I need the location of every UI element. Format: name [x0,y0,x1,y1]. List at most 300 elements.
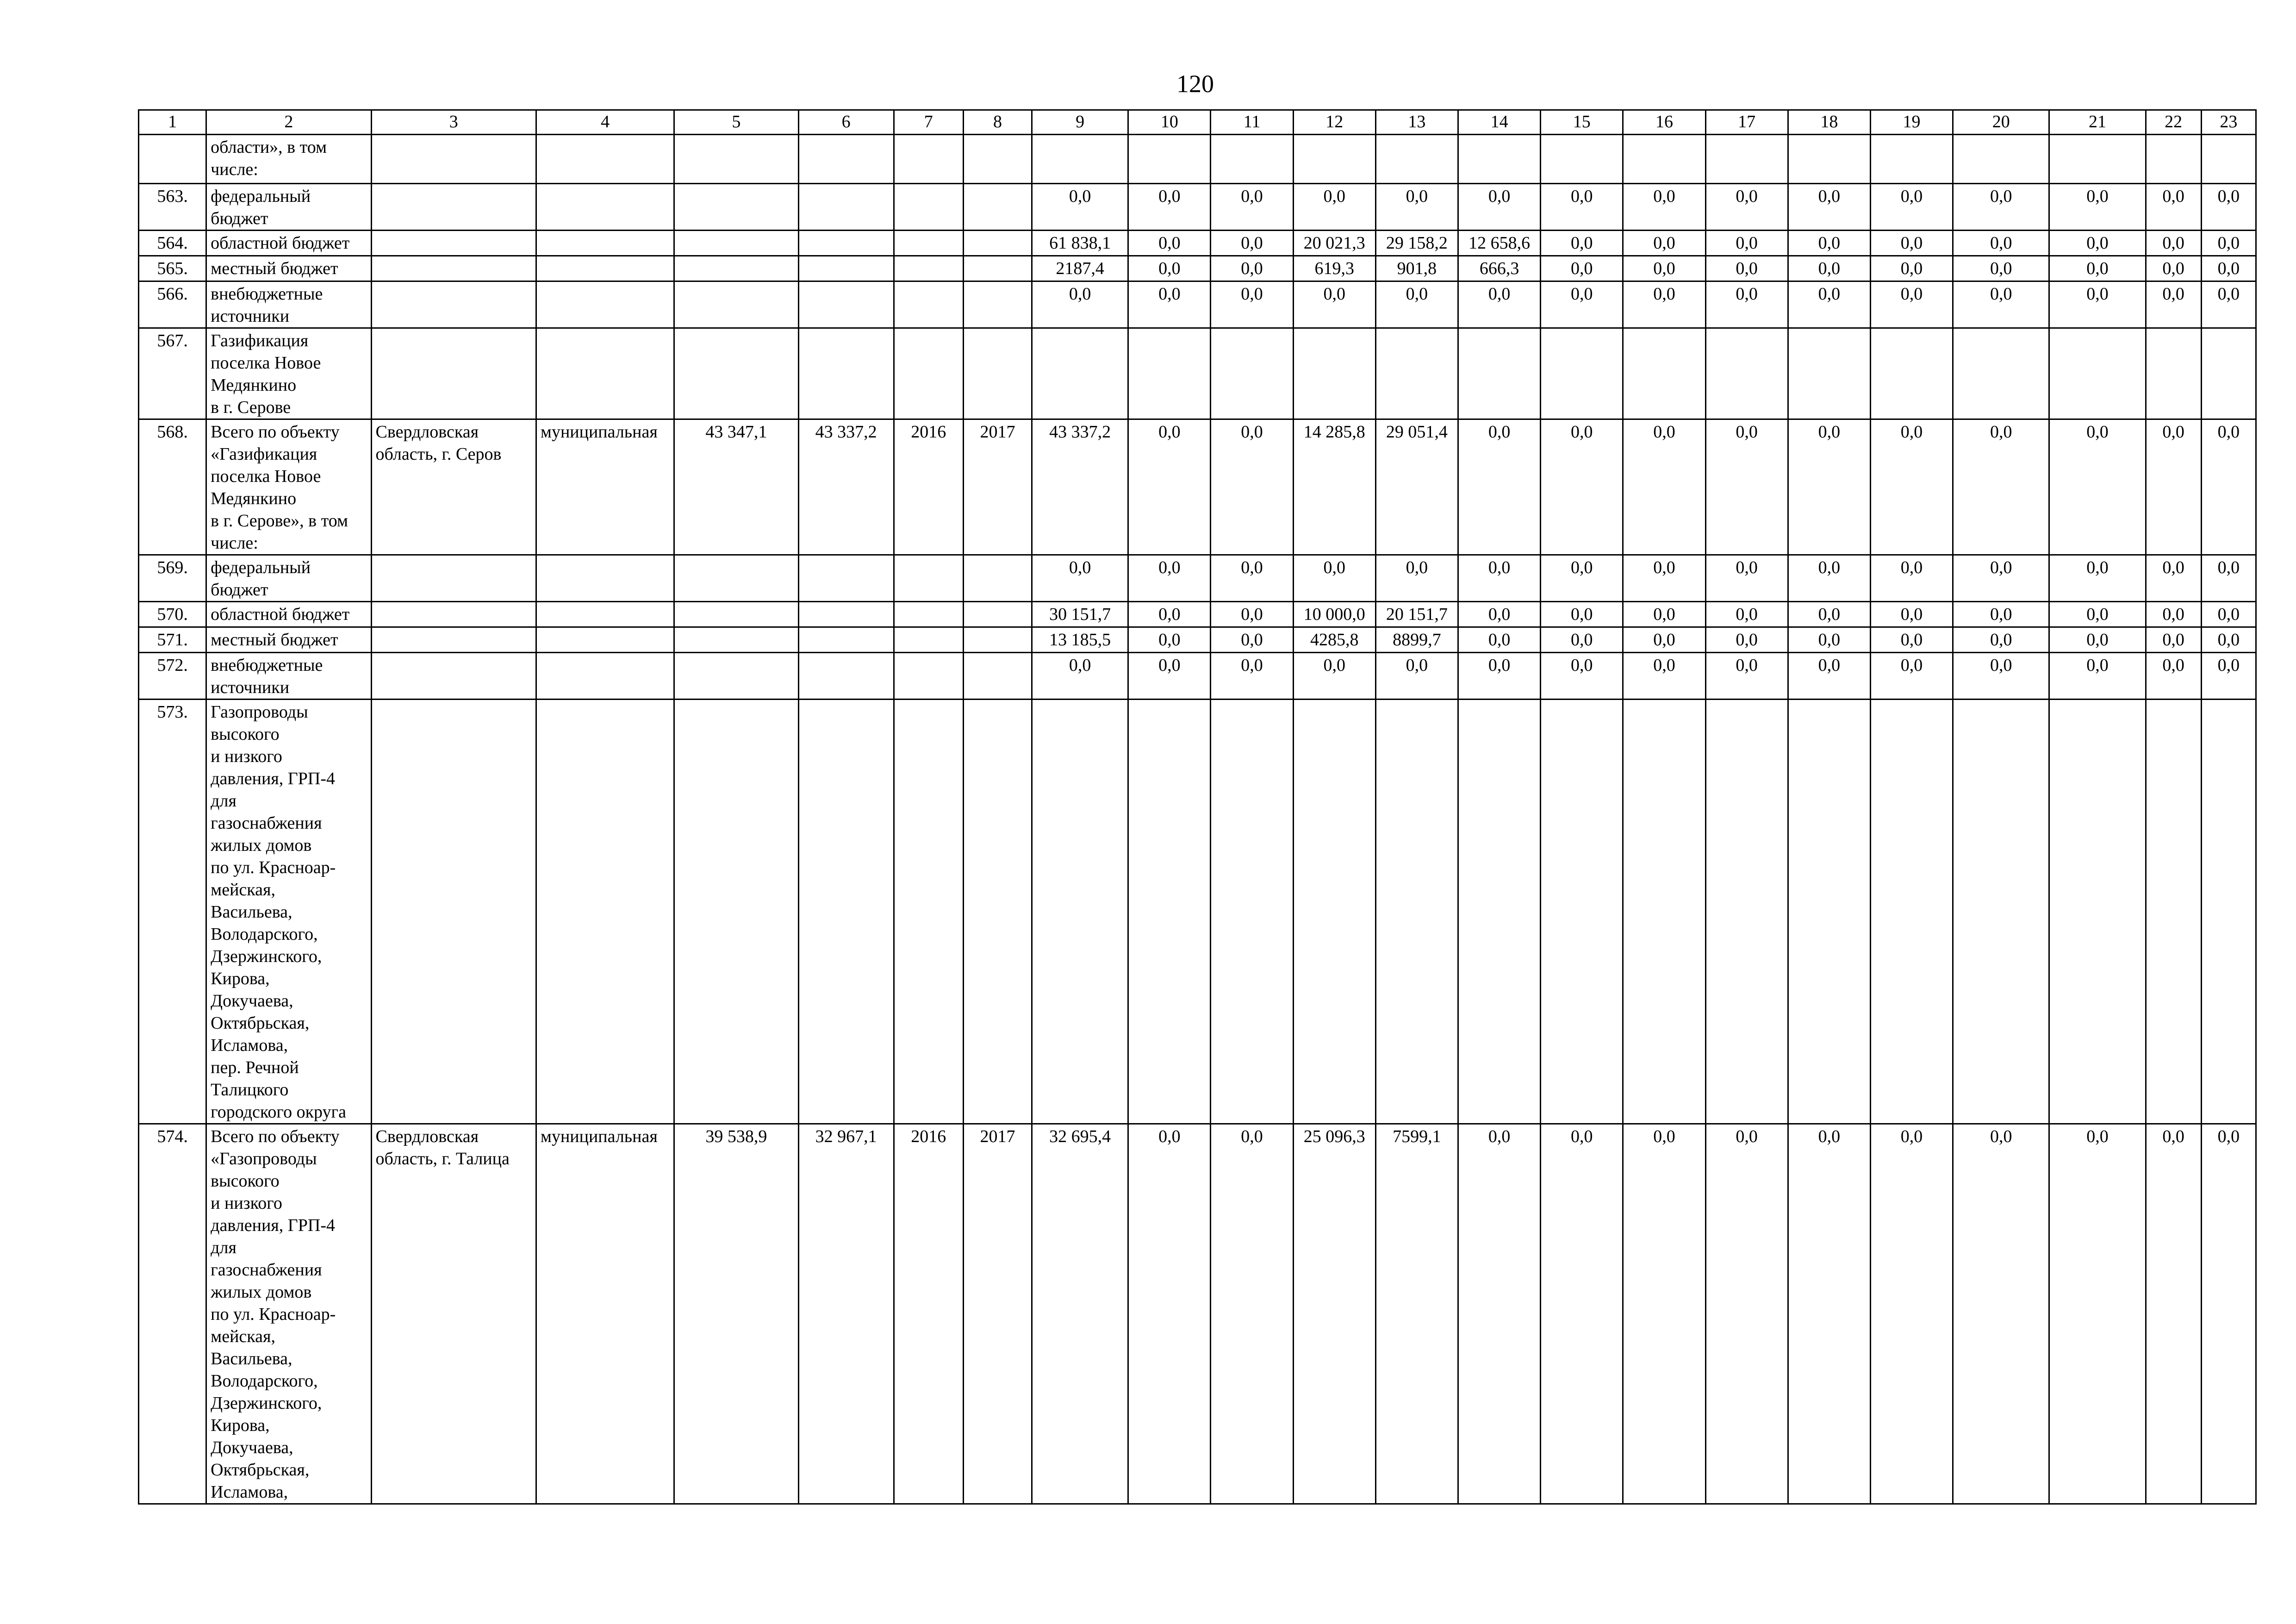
column-number-9: 9 [1032,110,1128,135]
value-cell-col-13: 29 158,2 [1375,231,1458,256]
column-number-21: 21 [2049,110,2146,135]
value-cell-col-22: 0,0 [2146,555,2201,602]
start-year-cell [894,627,963,653]
value-cell-col-11: 0,0 [1211,555,1293,602]
value-cell-col-23: 0,0 [2201,602,2256,627]
value-cell-col-22 [2146,700,2201,1124]
value-cell-col-19 [1870,700,1953,1124]
value-cell-col-20: 0,0 [1953,184,2049,231]
value-cell-col-20 [1953,700,2049,1124]
start-year-cell [894,602,963,627]
column-number-23: 23 [2201,110,2256,135]
value-cell-col-15: 0,0 [1541,653,1623,700]
value-cell-col-13: 8899,7 [1375,627,1458,653]
total-cost-cell [674,184,798,231]
value-cell-col-21: 0,0 [2049,1124,2146,1504]
budget-table [138,109,2257,1505]
remaining-cost-cell [798,281,894,328]
value-cell-col-23 [2201,700,2256,1124]
value-cell-col-17 [1705,135,1788,184]
end-year-cell [963,135,1032,184]
value-cell-col-18: 0,0 [1788,1124,1870,1504]
end-year-cell [963,184,1032,231]
item-name-cell: местный бюджет [206,627,371,653]
value-cell-col-12: 10 000,0 [1293,602,1375,627]
table-row [139,256,2256,281]
region-cell [371,627,536,653]
start-year-cell: 2016 [894,1124,963,1504]
value-cell-col-14: 0,0 [1458,653,1541,700]
column-number-3: 3 [371,110,536,135]
total-cost-cell [674,281,798,328]
column-number-16: 16 [1623,110,1705,135]
value-cell-col-19: 0,0 [1870,602,1953,627]
value-cell-col-19: 0,0 [1870,627,1953,653]
item-name-cell: Всего по объекту «Газификация поселка Новое Медянкино в г. Серове», в том числе: [206,419,371,555]
total-cost-cell [674,231,798,256]
value-cell-col-17: 0,0 [1705,419,1788,555]
value-cell-col-14: 666,3 [1458,256,1541,281]
value-cell-col-20: 0,0 [1953,281,2049,328]
value-cell-col-16 [1623,700,1705,1124]
value-cell-col-11: 0,0 [1211,602,1293,627]
region-cell [371,328,536,419]
region-cell [371,555,536,602]
value-cell-col-20: 0,0 [1953,555,2049,602]
value-cell-col-20: 0,0 [1953,419,2049,555]
value-cell-col-18 [1788,700,1870,1124]
value-cell-col-20: 0,0 [1953,1124,2049,1504]
value-cell-col-20 [1953,135,2049,184]
item-name-cell: областной бюджет [206,602,371,627]
value-cell-col-11: 0,0 [1211,419,1293,555]
value-cell-col-18: 0,0 [1788,256,1870,281]
value-cell-col-9: 61 838,1 [1032,231,1128,256]
value-cell-col-10: 0,0 [1128,256,1211,281]
value-cell-col-10 [1128,700,1211,1124]
value-cell-col-16 [1623,135,1705,184]
value-cell-col-19: 0,0 [1870,231,1953,256]
value-cell-col-19 [1870,135,1953,184]
value-cell-col-21 [2049,135,2146,184]
value-cell-col-9: 30 151,7 [1032,602,1128,627]
value-cell-col-17: 0,0 [1705,1124,1788,1504]
column-number-18: 18 [1788,110,1870,135]
value-cell-col-19: 0,0 [1870,653,1953,700]
value-cell-col-13: 29 051,4 [1375,419,1458,555]
start-year-cell: 2016 [894,419,963,555]
remaining-cost-cell [798,135,894,184]
value-cell-col-23: 0,0 [2201,555,2256,602]
value-cell-col-20: 0,0 [1953,653,2049,700]
value-cell-col-10: 0,0 [1128,281,1211,328]
value-cell-col-16: 0,0 [1623,184,1705,231]
end-year-cell [963,256,1032,281]
value-cell-col-9 [1032,328,1128,419]
column-number-19: 19 [1870,110,1953,135]
item-name-cell: федеральный бюджет [206,184,371,231]
value-cell-col-21: 0,0 [2049,231,2146,256]
region-cell [371,281,536,328]
value-cell-col-11: 0,0 [1211,231,1293,256]
column-number-17: 17 [1705,110,1788,135]
row-number-cell: 566. [139,281,206,328]
value-cell-col-18 [1788,328,1870,419]
value-cell-col-22: 0,0 [2146,602,2201,627]
start-year-cell [894,653,963,700]
value-cell-col-13: 20 151,7 [1375,602,1458,627]
row-number-cell: 573. [139,700,206,1124]
value-cell-col-14: 0,0 [1458,184,1541,231]
value-cell-col-17 [1705,328,1788,419]
value-cell-col-23: 0,0 [2201,231,2256,256]
table-row [139,184,2256,231]
end-year-cell: 2017 [963,419,1032,555]
region-cell: Свердловская область, г. Талица [371,1124,536,1504]
column-number-22: 22 [2146,110,2201,135]
table-row [139,653,2256,700]
row-number-cell: 572. [139,653,206,700]
value-cell-col-15: 0,0 [1541,555,1623,602]
value-cell-col-20: 0,0 [1953,256,2049,281]
ownership-type-cell [536,555,674,602]
value-cell-col-15: 0,0 [1541,281,1623,328]
value-cell-col-16: 0,0 [1623,653,1705,700]
remaining-cost-cell [798,328,894,419]
item-name-cell: местный бюджет [206,256,371,281]
value-cell-col-21: 0,0 [2049,256,2146,281]
table-row [139,328,2256,419]
column-number-10: 10 [1128,110,1211,135]
value-cell-col-13: 0,0 [1375,184,1458,231]
value-cell-col-15: 0,0 [1541,231,1623,256]
value-cell-col-21: 0,0 [2049,653,2146,700]
value-cell-col-23 [2201,328,2256,419]
value-cell-col-13: 901,8 [1375,256,1458,281]
value-cell-col-19 [1870,328,1953,419]
total-cost-cell: 39 538,9 [674,1124,798,1504]
item-name-cell: Всего по объекту «Газопроводы высокого и низкого давления, ГРП-4 для газоснабжения жилых домов по ул. Красноар- мейская, Васильева, Володарского, Дзержинского, Кирова, Докучаева, Октябрьская, Исламова, [206,1124,371,1504]
value-cell-col-20: 0,0 [1953,231,2049,256]
value-cell-col-9 [1032,135,1128,184]
start-year-cell [894,135,963,184]
value-cell-col-11: 0,0 [1211,1124,1293,1504]
column-number-4: 4 [536,110,674,135]
value-cell-col-16 [1623,328,1705,419]
row-number-cell: 564. [139,231,206,256]
column-number-row [139,110,2256,135]
remaining-cost-cell [798,700,894,1124]
value-cell-col-9: 2187,4 [1032,256,1128,281]
item-name-cell: федеральный бюджет [206,555,371,602]
total-cost-cell: 43 347,1 [674,419,798,555]
value-cell-col-22 [2146,328,2201,419]
table-row [139,231,2256,256]
item-name-cell: области», в том числе: [206,135,371,184]
value-cell-col-15: 0,0 [1541,419,1623,555]
region-cell [371,184,536,231]
region-cell [371,231,536,256]
ownership-type-cell [536,135,674,184]
value-cell-col-22: 0,0 [2146,184,2201,231]
value-cell-col-16: 0,0 [1623,555,1705,602]
value-cell-col-12: 0,0 [1293,281,1375,328]
region-cell [371,602,536,627]
value-cell-col-12: 0,0 [1293,555,1375,602]
row-number-cell: 569. [139,555,206,602]
value-cell-col-19: 0,0 [1870,184,1953,231]
value-cell-col-13: 0,0 [1375,653,1458,700]
table-row [139,627,2256,653]
value-cell-col-15: 0,0 [1541,184,1623,231]
value-cell-col-9: 0,0 [1032,653,1128,700]
row-number-cell: 570. [139,602,206,627]
column-number-13: 13 [1375,110,1458,135]
value-cell-col-12 [1293,135,1375,184]
item-name-cell: областной бюджет [206,231,371,256]
table-row [139,555,2256,602]
value-cell-col-17 [1705,700,1788,1124]
value-cell-col-14: 0,0 [1458,1124,1541,1504]
total-cost-cell [674,135,798,184]
column-number-7: 7 [894,110,963,135]
value-cell-col-15 [1541,700,1623,1124]
value-cell-col-15: 0,0 [1541,256,1623,281]
end-year-cell [963,602,1032,627]
ownership-type-cell [536,653,674,700]
value-cell-col-23: 0,0 [2201,419,2256,555]
value-cell-col-17: 0,0 [1705,627,1788,653]
page-number: 120 [1176,70,1214,98]
column-number-11: 11 [1211,110,1293,135]
remaining-cost-cell: 32 967,1 [798,1124,894,1504]
row-number-cell [139,135,206,184]
value-cell-col-10: 0,0 [1128,419,1211,555]
value-cell-col-21: 0,0 [2049,419,2146,555]
start-year-cell [894,281,963,328]
item-name-cell: внебюджетные источники [206,653,371,700]
value-cell-col-18: 0,0 [1788,281,1870,328]
value-cell-col-18: 0,0 [1788,419,1870,555]
row-number-cell: 567. [139,328,206,419]
value-cell-col-17: 0,0 [1705,281,1788,328]
row-number-cell: 565. [139,256,206,281]
value-cell-col-19: 0,0 [1870,256,1953,281]
value-cell-col-22: 0,0 [2146,653,2201,700]
row-number-cell: 563. [139,184,206,231]
ownership-type-cell [536,700,674,1124]
value-cell-col-16: 0,0 [1623,419,1705,555]
value-cell-col-11: 0,0 [1211,256,1293,281]
value-cell-col-20: 0,0 [1953,602,2049,627]
value-cell-col-23: 0,0 [2201,184,2256,231]
value-cell-col-21: 0,0 [2049,602,2146,627]
ownership-type-cell: муниципальная [536,419,674,555]
value-cell-col-10: 0,0 [1128,231,1211,256]
value-cell-col-9: 0,0 [1032,184,1128,231]
total-cost-cell [674,627,798,653]
value-cell-col-15: 0,0 [1541,1124,1623,1504]
value-cell-col-12: 4285,8 [1293,627,1375,653]
region-cell: Свердловская область, г. Серов [371,419,536,555]
end-year-cell [963,231,1032,256]
table-row [139,700,2256,1124]
value-cell-col-23: 0,0 [2201,627,2256,653]
column-number-5: 5 [674,110,798,135]
total-cost-cell [674,555,798,602]
value-cell-col-9: 13 185,5 [1032,627,1128,653]
value-cell-col-16: 0,0 [1623,602,1705,627]
end-year-cell [963,653,1032,700]
value-cell-col-17: 0,0 [1705,653,1788,700]
table-row [139,1124,2256,1504]
value-cell-col-22 [2146,135,2201,184]
value-cell-col-14: 0,0 [1458,555,1541,602]
value-cell-col-20: 0,0 [1953,627,2049,653]
value-cell-col-22: 0,0 [2146,627,2201,653]
value-cell-col-14: 0,0 [1458,419,1541,555]
value-cell-col-16: 0,0 [1623,627,1705,653]
start-year-cell [894,256,963,281]
row-number-cell: 574. [139,1124,206,1504]
remaining-cost-cell [798,184,894,231]
value-cell-col-22: 0,0 [2146,256,2201,281]
column-number-14: 14 [1458,110,1541,135]
ownership-type-cell [536,602,674,627]
start-year-cell [894,555,963,602]
value-cell-col-22: 0,0 [2146,419,2201,555]
value-cell-col-18: 0,0 [1788,602,1870,627]
value-cell-col-22: 0,0 [2146,1124,2201,1504]
ownership-type-cell [536,328,674,419]
value-cell-col-9 [1032,700,1128,1124]
value-cell-col-17: 0,0 [1705,256,1788,281]
item-name-cell: Газификация поселка Новое Медянкино в г. Серове [206,328,371,419]
region-cell [371,653,536,700]
row-number-cell: 568. [139,419,206,555]
value-cell-col-11 [1211,700,1293,1124]
value-cell-col-11: 0,0 [1211,653,1293,700]
remaining-cost-cell: 43 337,2 [798,419,894,555]
value-cell-col-21: 0,0 [2049,555,2146,602]
value-cell-col-16: 0,0 [1623,1124,1705,1504]
value-cell-col-10: 0,0 [1128,555,1211,602]
row-number-cell: 571. [139,627,206,653]
region-cell [371,700,536,1124]
value-cell-col-13 [1375,700,1458,1124]
remaining-cost-cell [798,256,894,281]
start-year-cell [894,231,963,256]
value-cell-col-11: 0,0 [1211,281,1293,328]
value-cell-col-9: 0,0 [1032,555,1128,602]
start-year-cell [894,184,963,231]
value-cell-col-11 [1211,135,1293,184]
value-cell-col-10: 0,0 [1128,602,1211,627]
value-cell-col-14: 0,0 [1458,627,1541,653]
column-number-20: 20 [1953,110,2049,135]
table-row [139,602,2256,627]
ownership-type-cell [536,256,674,281]
value-cell-col-23: 0,0 [2201,1124,2256,1504]
table-row [139,419,2256,555]
total-cost-cell [674,700,798,1124]
value-cell-col-18 [1788,135,1870,184]
value-cell-col-14 [1458,135,1541,184]
value-cell-col-13 [1375,328,1458,419]
value-cell-col-21 [2049,328,2146,419]
start-year-cell [894,328,963,419]
value-cell-col-16: 0,0 [1623,281,1705,328]
value-cell-col-12: 0,0 [1293,184,1375,231]
value-cell-col-10 [1128,135,1211,184]
value-cell-col-15: 0,0 [1541,602,1623,627]
value-cell-col-11: 0,0 [1211,627,1293,653]
ownership-type-cell [536,281,674,328]
value-cell-col-21: 0,0 [2049,281,2146,328]
region-cell [371,135,536,184]
value-cell-col-18: 0,0 [1788,653,1870,700]
value-cell-col-12: 14 285,8 [1293,419,1375,555]
value-cell-col-17: 0,0 [1705,231,1788,256]
remaining-cost-cell [798,627,894,653]
value-cell-col-20 [1953,328,2049,419]
value-cell-col-12 [1293,328,1375,419]
value-cell-col-23: 0,0 [2201,256,2256,281]
value-cell-col-18: 0,0 [1788,627,1870,653]
total-cost-cell [674,328,798,419]
value-cell-col-17: 0,0 [1705,555,1788,602]
end-year-cell: 2017 [963,1124,1032,1504]
value-cell-col-19: 0,0 [1870,281,1953,328]
remaining-cost-cell [798,231,894,256]
value-cell-col-13 [1375,135,1458,184]
value-cell-col-14: 0,0 [1458,281,1541,328]
value-cell-col-22: 0,0 [2146,281,2201,328]
total-cost-cell [674,256,798,281]
end-year-cell [963,700,1032,1124]
remaining-cost-cell [798,602,894,627]
table-row [139,281,2256,328]
value-cell-col-15: 0,0 [1541,627,1623,653]
column-number-1: 1 [139,110,206,135]
column-number-12: 12 [1293,110,1375,135]
value-cell-col-23 [2201,135,2256,184]
value-cell-col-17: 0,0 [1705,602,1788,627]
value-cell-col-18: 0,0 [1788,231,1870,256]
value-cell-col-18: 0,0 [1788,555,1870,602]
value-cell-col-10: 0,0 [1128,653,1211,700]
total-cost-cell [674,602,798,627]
value-cell-col-19: 0,0 [1870,1124,1953,1504]
value-cell-col-12: 20 021,3 [1293,231,1375,256]
ownership-type-cell: муниципальная [536,1124,674,1504]
value-cell-col-10: 0,0 [1128,627,1211,653]
value-cell-col-19: 0,0 [1870,419,1953,555]
value-cell-col-13: 7599,1 [1375,1124,1458,1504]
value-cell-col-13: 0,0 [1375,555,1458,602]
item-name-cell: внебюджетные источники [206,281,371,328]
end-year-cell [963,627,1032,653]
total-cost-cell [674,653,798,700]
value-cell-col-14 [1458,700,1541,1124]
value-cell-col-10: 0,0 [1128,1124,1211,1504]
value-cell-col-11 [1211,328,1293,419]
value-cell-col-21: 0,0 [2049,627,2146,653]
value-cell-col-12 [1293,700,1375,1124]
value-cell-col-9: 43 337,2 [1032,419,1128,555]
region-cell [371,256,536,281]
value-cell-col-16: 0,0 [1623,256,1705,281]
